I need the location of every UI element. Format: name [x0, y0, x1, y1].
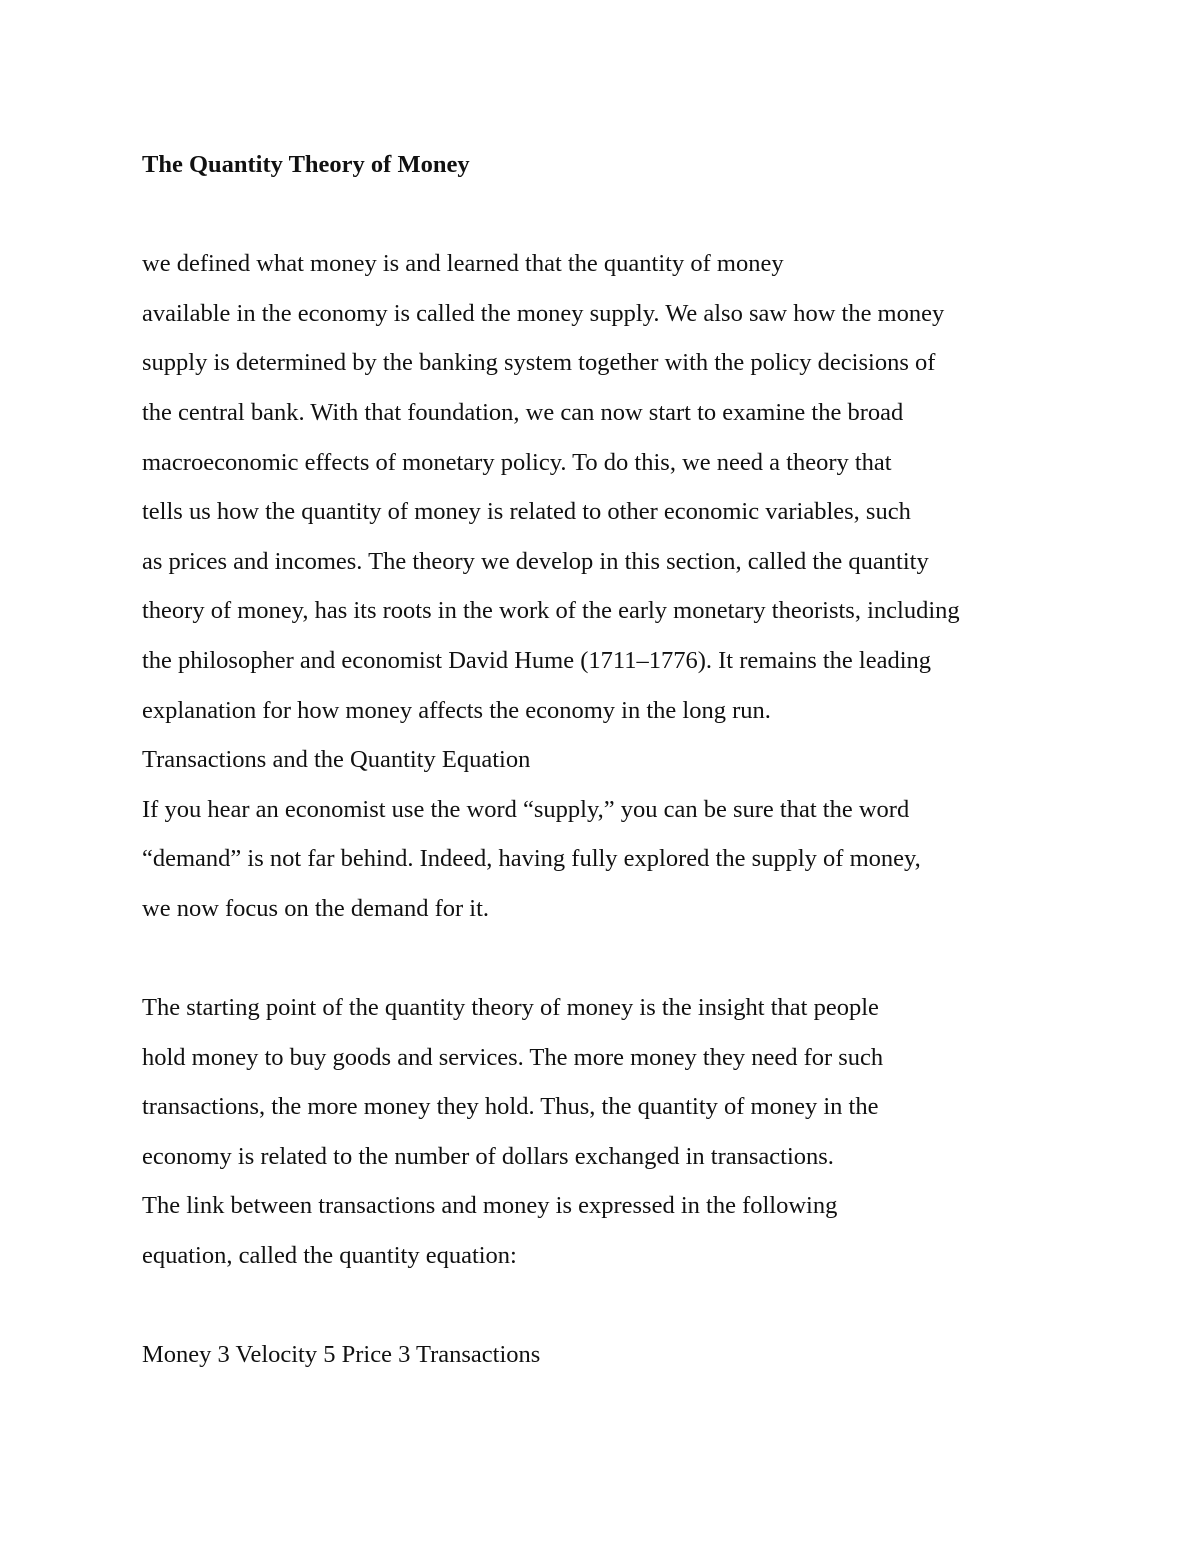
text-line: theory of money, has its roots in the work of the early monetary theorists, including	[142, 597, 960, 625]
document-page	[142, 140, 1102, 1380]
blank-line	[142, 1281, 1102, 1331]
text-line: the central bank. With that foundation, we can now start to examine the broad	[142, 398, 904, 426]
text-line: If you hear an economist use the word “supply,” you can be sure that the word	[142, 795, 910, 823]
paragraph-intro	[142, 239, 1102, 735]
blank-line	[142, 934, 1102, 984]
document-title: The Quantity Theory of Money	[142, 151, 470, 178]
paragraph-demand	[142, 785, 1102, 934]
text-line: tells us how the quantity of money is related to other economic variables, such	[142, 498, 911, 526]
text-line: “demand” is not far behind. Indeed, having fully explored the supply of money,	[142, 845, 921, 873]
text-line: equation, called the quantity equation:	[142, 1242, 517, 1270]
text-line: explanation for how money affects the economy in the long run.	[142, 696, 771, 724]
text-line: The link between transactions and money is expressed in the following	[142, 1192, 838, 1220]
text-line: supply is determined by the banking system together with the policy decisions of	[142, 349, 936, 377]
text-line: as prices and incomes. The theory we develop in this section, called the quantity	[142, 547, 929, 575]
text-line: available in the economy is called the money supply. We also saw how the money	[142, 299, 945, 327]
blank-line	[142, 190, 1102, 240]
text-line: The starting point of the quantity theory of money is the insight that people	[142, 994, 879, 1022]
text-line: hold money to buy goods and services. The more money they need for such	[142, 1043, 884, 1071]
text-line: macroeconomic effects of monetary policy. To do this, we need a theory that	[142, 448, 892, 476]
text-line: economy is related to the number of dollars exchanged in transactions.	[142, 1142, 834, 1170]
section-subheading: Transactions and the Quantity Equation	[142, 746, 531, 774]
text-line: we defined what money is and learned that the quantity of money	[142, 250, 784, 278]
text-line: transactions, the more money they hold. Thus, the quantity of money in the	[142, 1093, 879, 1121]
text-line: we now focus on the demand for it.	[142, 894, 489, 922]
paragraph-starting-point	[142, 983, 1102, 1281]
text-line: the philosopher and economist David Hume (1711–1776). It remains the leading	[142, 646, 932, 674]
quantity-equation: Money 3 Velocity 5 Price 3 Transactions	[142, 1341, 541, 1369]
